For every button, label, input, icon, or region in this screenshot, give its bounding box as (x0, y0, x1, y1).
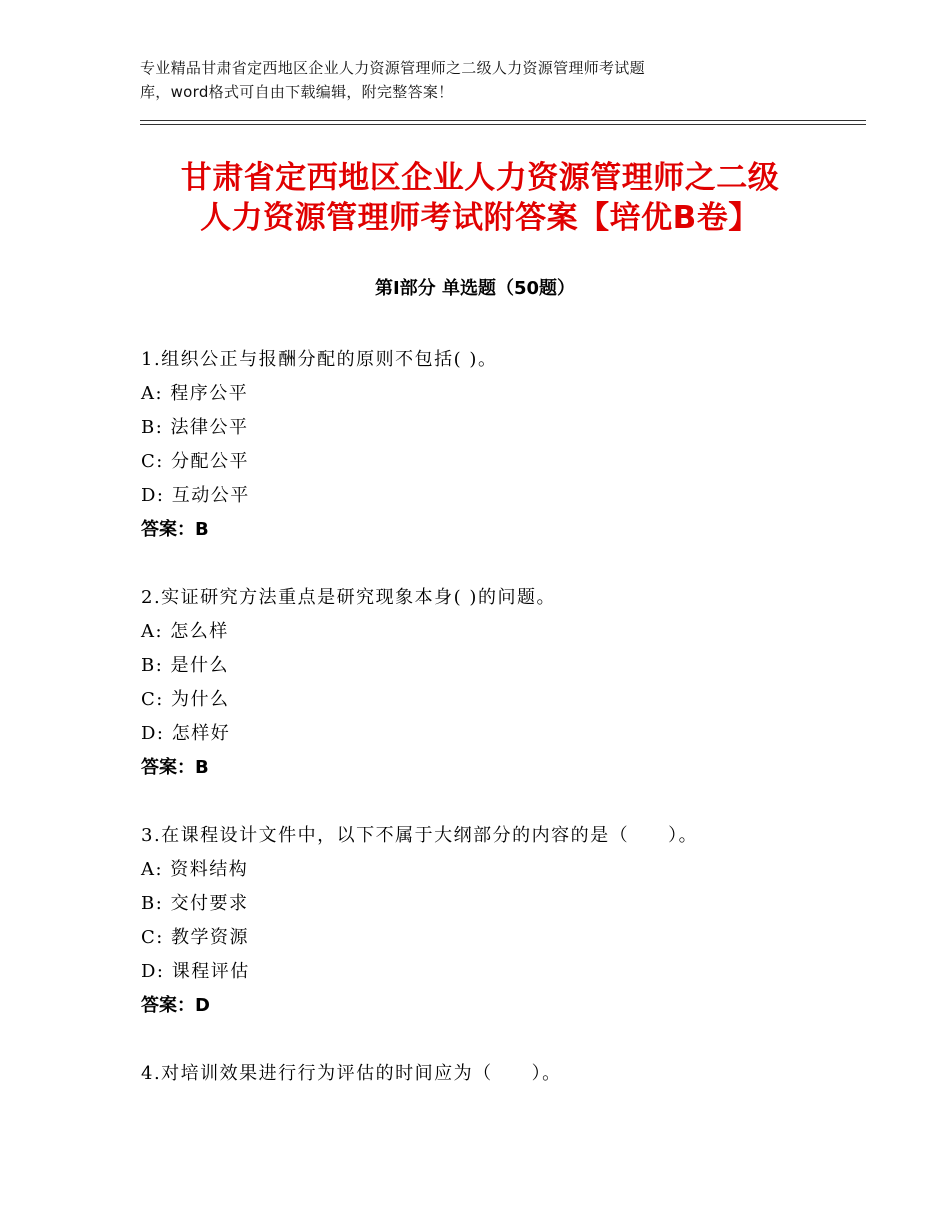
question-4 (141, 1057, 861, 1091)
document-title-line-2: 人力资源管理师考试附答案【培优B卷】 (200, 200, 760, 236)
answer-label: 答案：D (141, 995, 210, 1016)
option-a: A: 程序公平 (141, 383, 249, 404)
option-d: D: 怎样好 (141, 723, 231, 744)
option-b: B: 是什么 (141, 655, 230, 676)
answer-label: 答案：B (141, 757, 209, 778)
question-1 (141, 343, 861, 547)
document-title (140, 158, 820, 238)
question-2 (141, 581, 861, 785)
header-note-line-2: 库，word格式可自由下载编辑，附完整答案！ (140, 83, 454, 101)
option-d: D: 互动公平 (141, 485, 250, 506)
question-3 (141, 819, 861, 1023)
option-b: B: 交付要求 (141, 893, 249, 914)
option-c: C: 分配公平 (141, 451, 250, 472)
question-stem: 2.实证研究方法重点是研究现象本身( )的问题。 (141, 587, 556, 608)
section-title: 第Ⅰ部分 单选题（50题） (374, 278, 575, 299)
document-title-line-1: 甘肃省定西地区企业人力资源管理师之二级 (180, 160, 780, 196)
option-d: D: 课程评估 (141, 961, 250, 982)
header-note-line-1: 专业精品甘肃省定西地区企业人力资源管理师之二级人力资源管理师考试题 (140, 59, 645, 77)
option-c: C: 教学资源 (141, 927, 250, 948)
question-stem: 3.在课程设计文件中，以下不属于大纲部分的内容的是（ ）。 (141, 825, 699, 846)
question-stem: 4.对培训效果进行行为评估的时间应为（ ）。 (141, 1063, 562, 1084)
option-c: C: 为什么 (141, 689, 230, 710)
answer-label: 答案：B (141, 519, 209, 540)
question-stem: 1.组织公正与报酬分配的原则不包括( )。 (141, 349, 498, 370)
header-divider (140, 120, 866, 125)
option-a: A: 怎么样 (141, 621, 229, 642)
header-note (140, 56, 840, 104)
option-a: A: 资料结构 (141, 859, 249, 880)
question-list (141, 343, 861, 1125)
option-b: B: 法律公平 (141, 417, 249, 438)
